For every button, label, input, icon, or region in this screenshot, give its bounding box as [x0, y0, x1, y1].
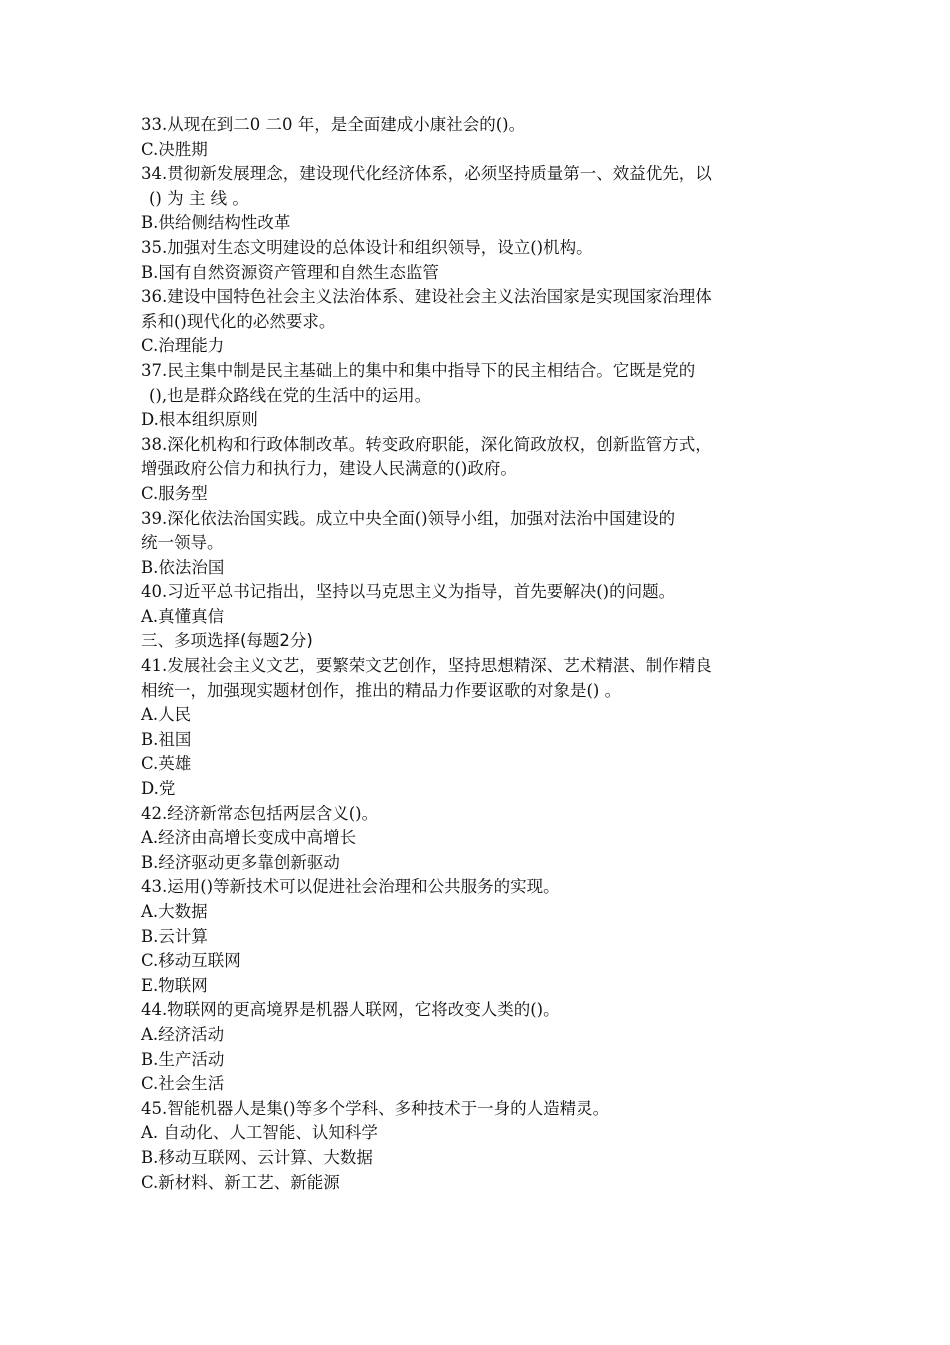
text-line: 35.加强对生态文明建设的总体设计和组织领导，设立()机构。	[141, 237, 593, 257]
text-line: B.生产活动	[141, 1049, 225, 1069]
text-line: 45.智能机器人是集()等多个学科、多种技术于一身的人造精灵。	[141, 1098, 610, 1118]
text-line: 系和()现代化的必然要求。	[141, 311, 336, 331]
text-line: 41.发展社会主义文艺，要繁荣文艺创作，坚持思想精深、艺术精湛、制作精良	[141, 656, 712, 676]
text-line: C.治理能力	[141, 336, 225, 356]
text-line: 增强政府公信力和执行力，建设人民满意的()政府。	[141, 459, 517, 479]
text-line: E.物联网	[141, 975, 208, 995]
document-page	[141, 113, 809, 1195]
text-line: 43.运用()等新技术可以促进社会治理和公共服务的实现。	[141, 877, 560, 897]
text-line: B.依法治国	[141, 557, 225, 577]
text-line: 44.物联网的更高境界是机器人联网，它将改变人类的()。	[141, 1000, 560, 1020]
text-line: C.新材料、新工艺、新能源	[141, 1172, 340, 1192]
text-line: C.移动互联网	[141, 951, 241, 971]
text-line: B.移动互联网、云计算、大数据	[141, 1147, 373, 1167]
text-line: C.社会生活	[141, 1074, 225, 1094]
text-line: B.经济驱动更多靠创新驱动	[141, 852, 340, 872]
text-line: 相统一，加强现实题材创作，推出的精品力作要讴歌的对象是() 。	[141, 680, 622, 700]
text-line: B.供给侧结构性改革	[141, 213, 291, 233]
text-line: 39.深化依法治国实践。成立中央全面()领导小组，加强对法治中国建设的	[141, 508, 676, 528]
text-line: C.英雄	[141, 754, 192, 774]
text-line: A.经济活动	[141, 1024, 225, 1044]
text-line: 36.建设中国特色社会主义法治体系、建设社会主义法治国家是实现国家治理体	[141, 287, 712, 307]
text-line: A.人民	[141, 705, 192, 725]
text-line: C.服务型	[141, 483, 208, 503]
text-line: A.真懂真信	[141, 606, 225, 626]
text-line: 38.深化机构和行政体制改革。转变政府职能，深化简政放权，创新监管方式，	[141, 434, 712, 454]
text-line: D.根本组织原则	[141, 410, 258, 430]
text-line: () 为 主 线 。	[149, 188, 249, 208]
text-line: A.大数据	[141, 902, 208, 921]
text-line: 34.贯彻新发展理念，建设现代化经济体系，必须坚持质量第一、效益优先，以	[141, 164, 712, 184]
text-line: D.党	[141, 779, 176, 799]
text-line: A.经济由高增长变成中高增长	[141, 828, 357, 848]
text-line: 40.习近平总书记指出，坚持以马克思主义为指导，首先要解决()的问题。	[141, 582, 676, 602]
text-line: A. 自动化、人工智能、认知科学	[141, 1123, 378, 1143]
section-heading: 三、多项选择(每题2分)	[141, 631, 313, 651]
text-line: 37.民主集中制是民主基础上的集中和集中指导下的民主相结合。它既是党的	[141, 360, 696, 380]
text-line: B.云计算	[141, 926, 208, 946]
text-line: 33.从现在到二0 二0 年，是全面建成小康社会的()。	[141, 115, 526, 134]
text-line: B.祖国	[141, 729, 192, 749]
text-line: B.国有自然资源资产管理和自然生态监管	[141, 262, 439, 282]
text-line: (),也是群众路线在党的生活中的运用。	[149, 385, 432, 405]
text-line: C.决胜期	[141, 139, 208, 159]
text-line: 统一领导。	[141, 533, 224, 553]
text-line: 42.经济新常态包括两层含义()。	[141, 803, 379, 823]
